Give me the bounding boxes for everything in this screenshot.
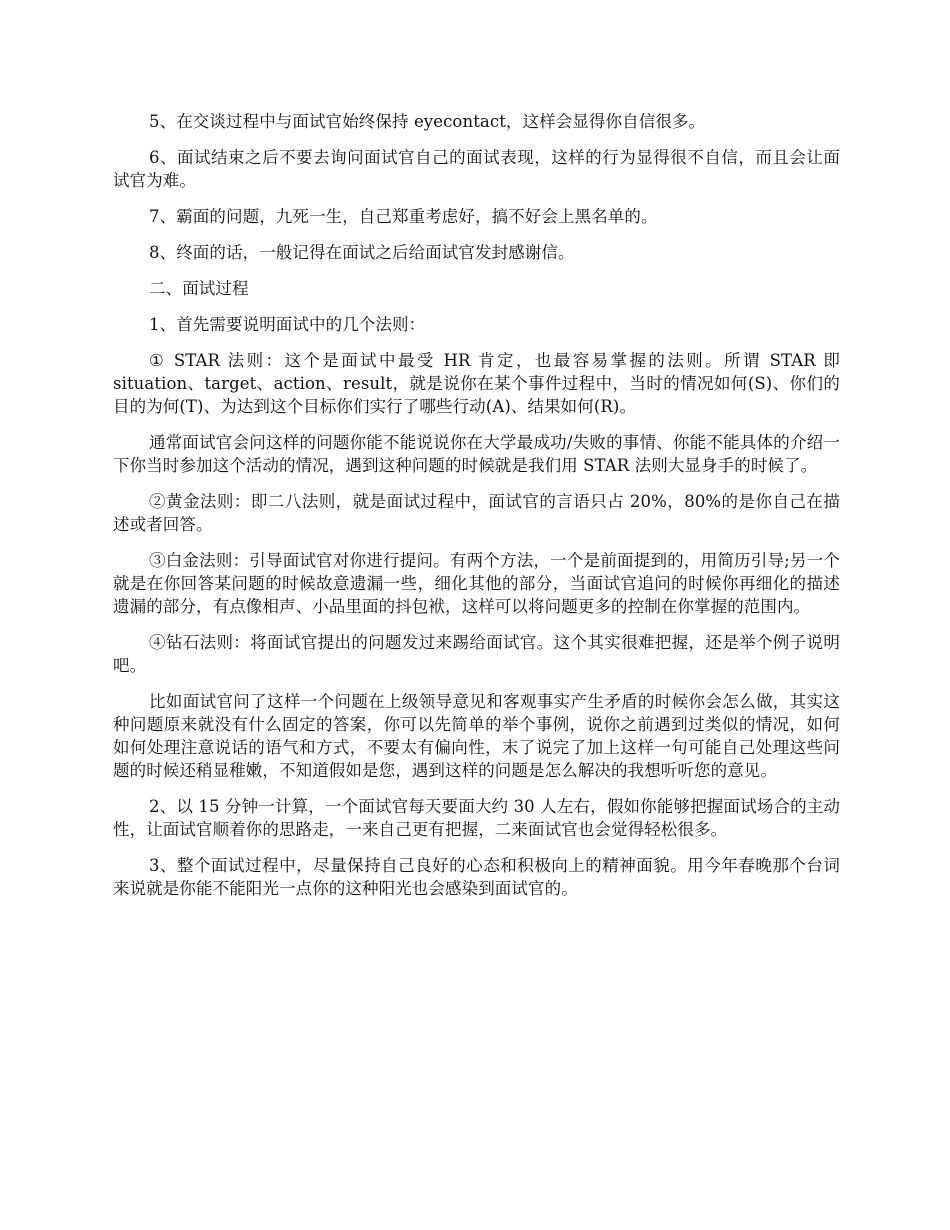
paragraph-fifteen-minutes: 2、以 15 分钟一计算，一个面试官每天要面大约 30 人左右，假如你能够把握面试场合的主动性，让面试官顺着你的思路走，一来自己更有把握，二来面试官也会觉得轻松很多。 [113, 797, 840, 839]
paragraph-star-rule: ① STAR 法则：这个是面试中最受 HR 肯定，也最容易掌握的法则。所谓 STAR 即 situation、target、action、result，就是说你在某个事件过程中，当时的情况如何(S)、你们的目的为何(T)、为达到这个目标你们实行了哪些行动(A)、结果如何(R)。 [113, 351, 840, 416]
paragraph-eye-contact: 5、在交谈过程中与面试官始终保持 eyecontact，这样会显得你自信很多。 [149, 112, 706, 131]
paragraph-positive-attitude: 3、整个面试过程中，尽量保持自己良好的心态和积极向上的精神面貌。用今年春晚那个台词来说就是你能不能阳光一点你的这种阳光也会感染到面试官的。 [113, 856, 840, 898]
paragraph-diamond-example: 比如面试官问了这样一个问题在上级领导意见和客观事实产生矛盾的时候你会怎么做，其实这种问题原来就没有什么固定的答案，你可以先简单的举个事例，说你之前遇到过类似的情况，如何如何处理注意说话的语气和方式，不要太有偏向性，末了说完了加上这样一句可能自己处理这些问题的时候还稍显稚嫩，不知道假如是您，遇到这样的问题是怎么解决的我想听听您的意见。 [113, 692, 840, 780]
document-page [113, 110, 840, 913]
paragraph-golden-rule: ②黄金法则：即二八法则，就是面试过程中，面试官的言语只占 20%，80%的是你自己在描述或者回答。 [113, 492, 840, 534]
paragraph-after-interview: 6、面试结束之后不要去询问面试官自己的面试表现，这样的行为显得很不自信，而且会让面试官为难。 [113, 148, 840, 190]
paragraph-platinum-rule: ③白金法则：引导面试官对你进行提问。有两个方法，一个是前面提到的，用简历引导;另一个就是在你回答某问题的时候故意遗漏一些，细化其他的部分，当面试官追问的时候你再细化的描述遗漏的部分，有点像相声、小品里面的抖包袱，这样可以将问题更多的控制在你掌握的范围内。 [113, 551, 840, 616]
paragraph-final-interview: 8、终面的话，一般记得在面试之后给面试官发封感谢信。 [149, 243, 575, 262]
section-heading-interview-process: 二、面试过程 [149, 279, 249, 298]
paragraph-rules-intro: 1、首先需要说明面试中的几个法则： [149, 315, 426, 334]
paragraph-star-example: 通常面试官会问这样的问题你能不能说说你在大学最成功/失败的事情、你能不能具体的介绍一下你当时参加这个活动的情况，遇到这种问题的时候就是我们用 STAR 法则大显身手的时候了。 [113, 433, 840, 475]
paragraph-walk-in-interview: 7、霸面的问题，九死一生，自己郑重考虑好，搞不好会上黑名单的。 [149, 207, 658, 226]
paragraph-diamond-rule: ④钻石法则：将面试官提出的问题发过来踢给面试官。这个其实很难把握，还是举个例子说明吧。 [113, 633, 840, 675]
